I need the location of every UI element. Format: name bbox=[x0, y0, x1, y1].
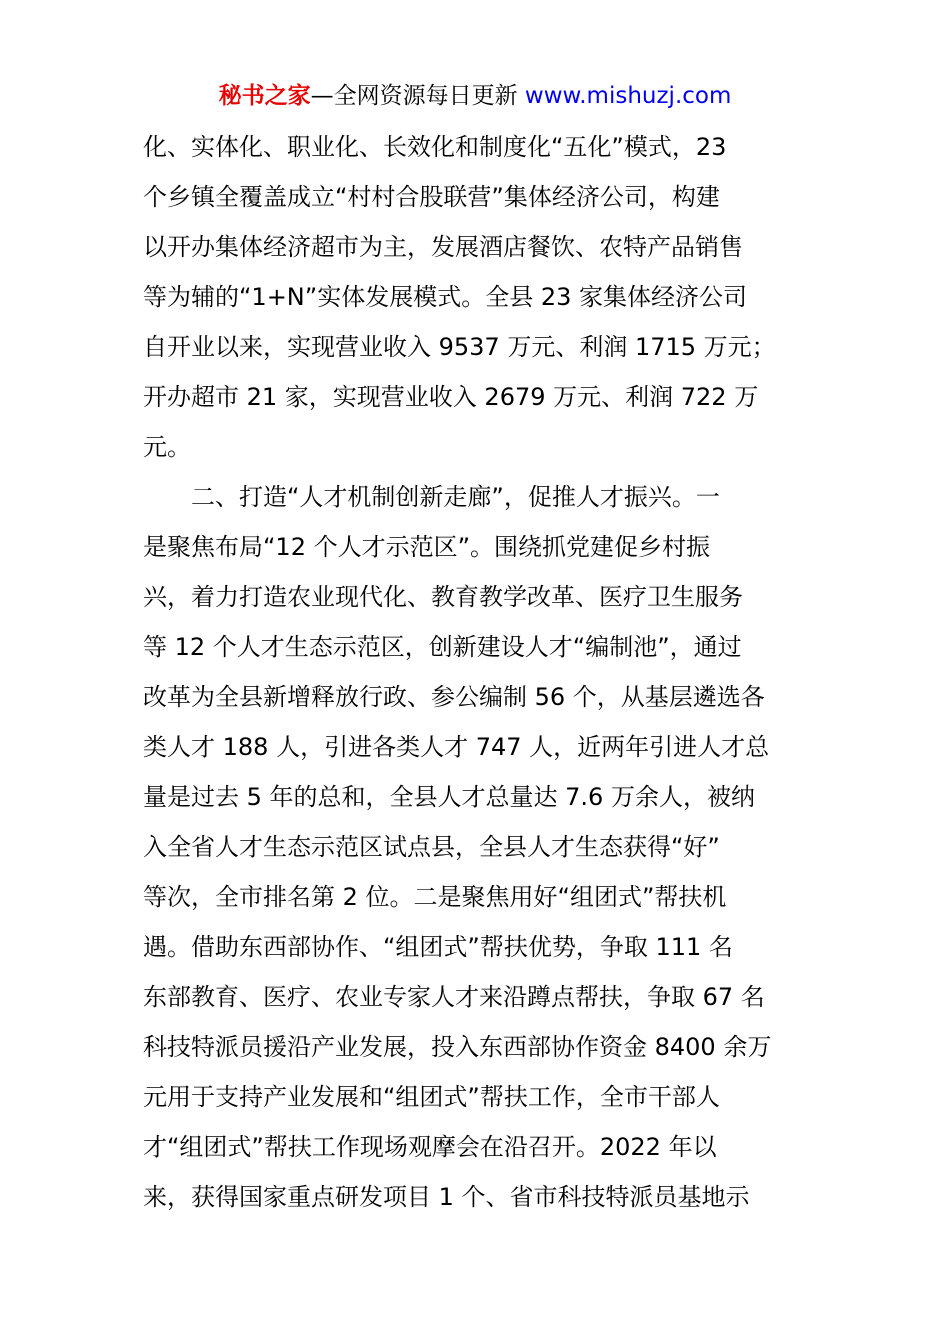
text-line: 等 12 个人才生态示范区，创新建设人才“编制池”，通过 bbox=[143, 633, 742, 661]
text-line: 等为辅的“1+N”实体发展模式。全县 23 家集体经济公司 bbox=[143, 283, 747, 311]
text-line: 遇。借助东西部协作、“组团式”帮扶优势，争取 111 名 bbox=[143, 933, 733, 961]
text-line: 科技特派员援沿产业发展，投入东西部协作资金 8400 余万 bbox=[143, 1033, 772, 1061]
text-line: 元用于支持产业发展和“组团式”帮扶工作，全市干部人 bbox=[143, 1083, 720, 1111]
site-slogan: —全网资源每日更新 bbox=[310, 83, 518, 109]
section-heading-line: 二、打造“人才机制创新走廊”，促推人才振兴。一 bbox=[143, 483, 720, 511]
text-line: 来，获得国家重点研发项目 1 个、省市科技特派员基地示 bbox=[143, 1183, 750, 1211]
text-line: 东部教育、医疗、农业专家人才来沿蹲点帮扶，争取 67 名 bbox=[143, 983, 765, 1011]
site-url-link[interactable]: www.mishuzj.com bbox=[524, 83, 732, 109]
text-line: 类人才 188 人，引进各类人才 747 人，近两年引进人才总 bbox=[143, 733, 770, 761]
text-line: 才“组团式”帮扶工作现场观摩会在沿召开。2022 年以 bbox=[143, 1133, 717, 1161]
text-line: 化、实体化、职业化、长效化和制度化“五化”模式，23 bbox=[143, 133, 727, 161]
site-header bbox=[0, 80, 950, 112]
text-line: 是聚焦布局“12 个人才示范区”。围绕抓党建促乡村振 bbox=[143, 533, 711, 561]
text-line: 以开办集体经济超市为主，发展酒店餐饮、农特产品销售 bbox=[143, 233, 743, 261]
text-line: 元。 bbox=[143, 433, 191, 461]
text-line: 等次，全市排名第 2 位。二是聚焦用好“组团式”帮扶机 bbox=[143, 883, 727, 911]
text-line: 开办超市 21 家，实现营业收入 2679 万元、利润 722 万 bbox=[143, 383, 759, 411]
text-line: 改革为全县新增释放行政、参公编制 56 个，从基层遴选各 bbox=[143, 683, 765, 711]
text-line: 入全省人才生态示范区试点县，全县人才生态获得“好” bbox=[143, 833, 720, 861]
site-brand: 秘书之家 bbox=[218, 83, 311, 109]
text-line: 自开业以来，实现营业收入 9537 万元、利润 1715 万元； bbox=[143, 333, 776, 361]
text-line: 量是过去 5 年的总和，全县人才总量达 7.6 万余人，被纳 bbox=[143, 783, 755, 811]
text-line: 兴，着力打造农业现代化、教育教学改革、医疗卫生服务 bbox=[143, 583, 743, 611]
text-line: 个乡镇全覆盖成立“村村合股联营”集体经济公司，构建 bbox=[143, 183, 720, 211]
